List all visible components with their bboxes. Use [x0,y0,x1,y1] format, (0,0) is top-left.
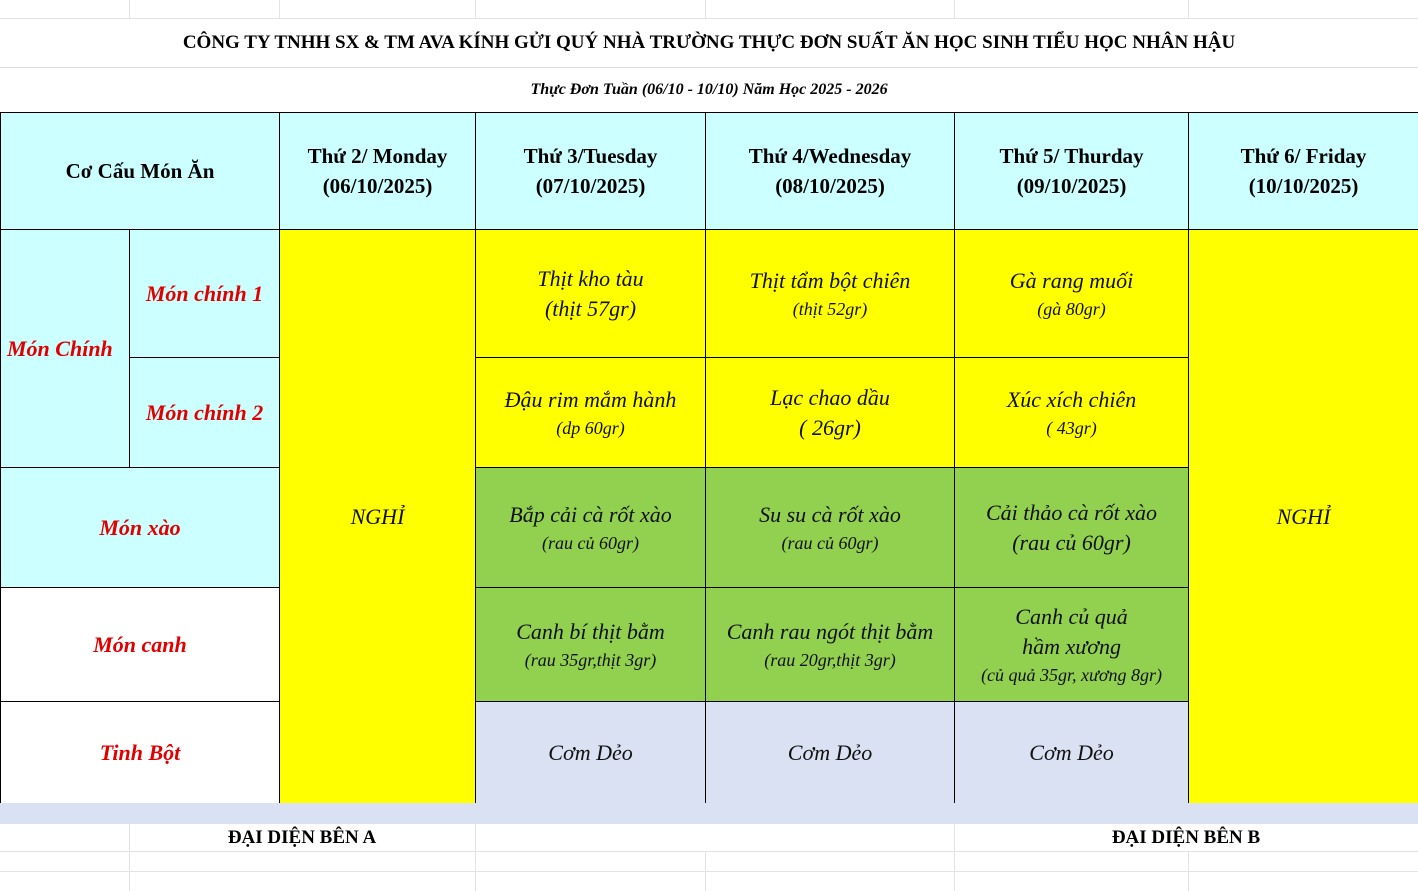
dish-detail: (thịt 52gr) [792,298,868,319]
dish-name: Cải thảo cà rốt xào [985,499,1158,525]
day-name: Thứ 5/ Thurday [999,144,1144,168]
page-title: CÔNG TY TNHH SX & TM AVA KÍNH GỬI QUÝ NHÀ TRƯỜNG THỰC ĐƠN SUẤT ĂN HỌC SINH TIỂU HỌC NHÂN HẬU [0,18,1418,68]
friday-off: NGHỈ [1189,230,1418,804]
day-date: (08/10/2025) [775,174,885,198]
category-main-dish-2: Món chính 2 [130,358,280,468]
dish-detail: (gà 80gr) [1037,298,1106,319]
day-name: Thứ 3/Tuesday [523,144,658,168]
menu-week-subtitle: Thực Đơn Tuần (06/10 - 10/10) Năm Học 2025 - 2026 [530,81,888,98]
wednesday-soup [706,588,955,702]
dish-name: Đậu rim mắm hành [504,386,677,412]
dish-name: Thịt tẩm bột chiên [749,267,911,293]
dish-name: Su su cà rốt xào [759,501,901,527]
dish-name: Canh củ quả hầm xương [1015,603,1128,659]
separator-band [0,803,1418,824]
dish-name: Bắp cải cà rốt xào [509,501,672,527]
monday-off: NGHỈ [280,230,476,804]
day-name: Thứ 2/ Monday [307,144,448,168]
category-starch: Tinh Bột [1,702,280,804]
day-date: (07/10/2025) [535,174,646,198]
day-date: (10/10/2025) [1248,174,1359,198]
tuesday-stir-fry [476,468,706,588]
category-stir-fry: Món xào [1,468,280,588]
dish-detail: (dp 60gr) [556,417,625,438]
dish-detail: (rau 20gr,thịt 3gr) [764,649,896,670]
weekly-menu-table [0,112,1418,804]
dish-detail: ( 26gr) [799,414,861,440]
wednesday-stir-fry [706,468,955,588]
dish-detail: (củ quả 35gr, xương 8gr) [981,664,1162,685]
thursday-main-1 [955,230,1189,358]
corner-label: Cơ Cấu Món Ăn [65,159,215,183]
thursday-starch: Cơm Dẻo [955,702,1189,804]
wednesday-main-2 [706,358,955,468]
tuesday-main-1 [476,230,706,358]
tuesday-main-2 [476,358,706,468]
wednesday-starch: Cơm Dẻo [706,702,955,804]
dish-name: Canh rau ngót thịt bằm [726,618,934,644]
day-header-wednesday [706,113,955,230]
dish-detail: (rau 35gr,thịt 3gr) [524,649,657,670]
tuesday-starch: Cơm Dẻo [476,702,706,804]
day-header-monday [280,113,476,230]
day-header-thursday [955,113,1189,230]
table-corner-header [1,113,280,230]
category-soup: Món canh [1,588,280,702]
thursday-main-2 [955,358,1189,468]
thursday-stir-fry [955,468,1189,588]
dish-name: Lạc chao dầu [770,384,890,410]
day-header-tuesday [476,113,706,230]
category-main-dish: Món Chính [1,230,130,468]
dish-name: Canh bí thịt bằm [516,618,665,644]
dish-detail: (thịt 57gr) [544,295,637,321]
day-date: (06/10/2025) [322,174,433,198]
day-header-friday [1189,113,1418,230]
dish-detail: ( 43gr) [1046,417,1097,438]
dish-name: Gà rang muối [1009,267,1134,293]
thursday-soup [955,588,1189,702]
wednesday-main-1 [706,230,955,358]
dish-detail: (rau củ 60gr) [781,532,879,553]
dish-detail: (rau củ 60gr) [542,532,640,553]
signature-side-a: ĐẠI DIỆN BÊN A [227,826,377,848]
dish-detail: (rau củ 60gr) [1012,529,1131,555]
dish-name: Thịt kho tàu [537,265,644,291]
category-main-dish-1: Món chính 1 [130,230,280,358]
signature-side-b: ĐẠI DIỆN BÊN B [1111,826,1261,848]
dish-name: Xúc xích chiên [1006,386,1137,412]
day-name: Thứ 4/Wednesday [748,144,912,168]
day-date: (09/10/2025) [1016,174,1127,198]
tuesday-soup [476,588,706,702]
day-name: Thứ 6/ Friday [1240,144,1367,168]
